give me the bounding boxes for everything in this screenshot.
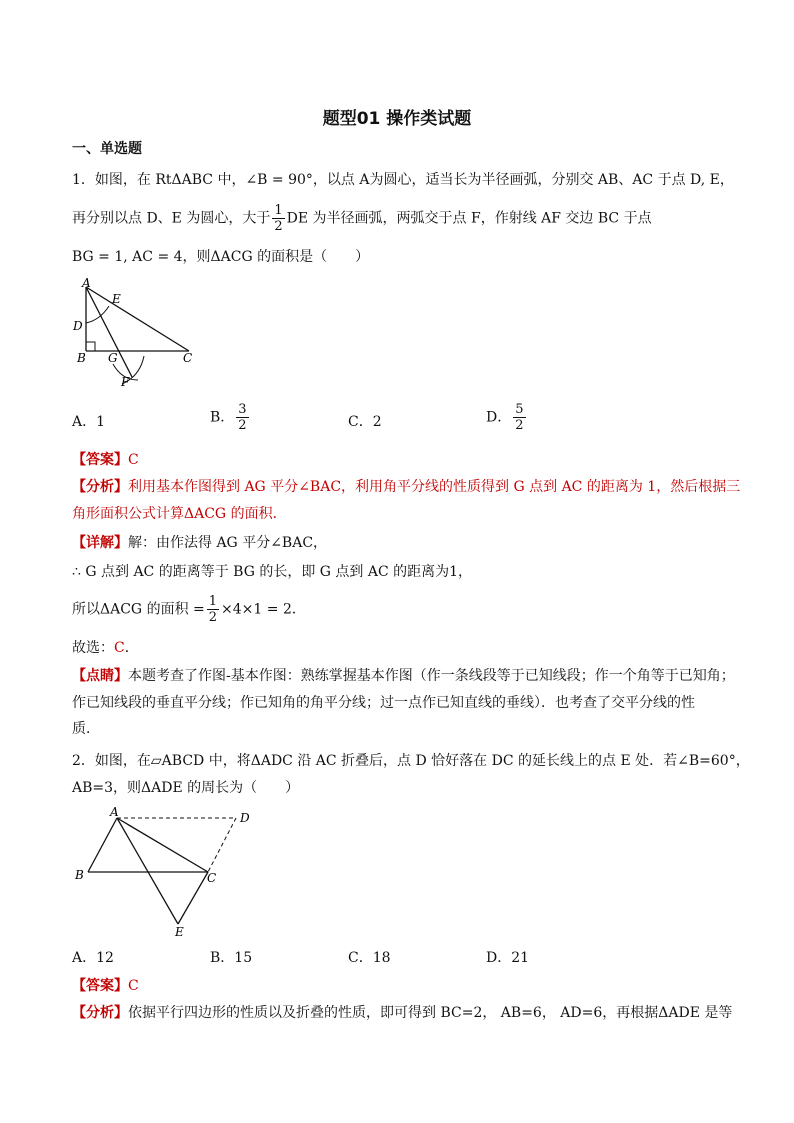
q1-analysis-line2: 角形面积公式计算ΔACG 的面积． <box>72 506 287 522</box>
q1-comment-line2: 作已知线段的垂直平分线；作已知角的角平分线；过一点作已知直线的垂线）．也考查了交平分线的性 <box>72 695 695 711</box>
page-title: 题型01 操作类试题 <box>322 109 472 129</box>
q2-option-b[interactable]: B．15 <box>210 950 253 966</box>
q1-line2-part2: DE 为半径画弧，两弧交于点 F，作射线 AF 交边 BC 于点 <box>286 210 652 227</box>
q2-label-E: E <box>175 925 184 939</box>
q1-comment-line1: 【点睛】本题考查了作图-基本作图：熟练掌握基本作图（作一条线段等于已知线段；作一个角等于已知角； <box>72 668 735 684</box>
q2-answer: 【答案】C <box>72 978 139 994</box>
q2-label-C: C <box>207 871 217 885</box>
q1-label-A: A <box>82 276 91 290</box>
section-heading: 一、单选题 <box>72 141 142 157</box>
q1-fraction: $\frac{1}{2}$ <box>274 203 283 234</box>
q1-label-E: E <box>112 292 121 306</box>
q1-label-G: G <box>108 351 118 365</box>
q2-label-B: B <box>75 868 84 882</box>
q2-option-c[interactable]: C．18 <box>348 950 391 966</box>
q2-label-A: A <box>110 806 119 819</box>
q1-comment-line3: 质． <box>72 721 100 737</box>
q2-analysis-line1: 【分析】依据平行四边形的性质以及折叠的性质，即可得到 BC=2， AB=6， AD=6，再根据ΔADE 是等 <box>72 1005 733 1021</box>
q1-line2-part1: 再分别以点 D、E 为圆心，大于 <box>72 210 271 227</box>
q1-detail-line1: 【详解】解：由作法得 AG 平分∠BAC， <box>72 535 328 551</box>
q1-option-b[interactable]: B． $\frac{3}{2}$ <box>210 402 247 433</box>
q1-figure <box>70 276 210 388</box>
q1-label-D: D <box>73 319 83 333</box>
q1-label-C: C <box>183 351 193 365</box>
q1-choice: 故选：C． <box>72 640 139 656</box>
q1-line2 <box>72 203 652 234</box>
q1-option-a[interactable]: A．1 <box>72 414 106 430</box>
q1-option-c[interactable]: C．2 <box>348 414 382 430</box>
q2-figure <box>70 806 260 940</box>
q1-line1: 1．如图，在 RtΔABC 中，∠B = 90°，以点 A为圆心，适当长为半径画弧，分别交 AB、AC 于点 D, E， <box>72 172 734 188</box>
q2-line1: 2．如图，在▱ABCD 中，将ΔADC 沿 AC 折叠后，点 D 恰好落在 DC 的延长线上的点 E 处．若∠B=60°， <box>72 753 750 769</box>
q2-option-a[interactable]: A．12 <box>72 950 114 966</box>
q2-label-D: D <box>240 811 250 825</box>
q1-analysis-line1: 【分析】利用基本作图得到 AG 平分∠BAC，利用角平分线的性质得到 G 点到 AC 的距离为 1，然后根据三 <box>72 479 741 495</box>
q2-line2: AB=3，则ΔADE 的周长为（ ） <box>72 780 300 796</box>
q2-option-d[interactable]: D．21 <box>486 950 530 966</box>
q1-label-F: F <box>121 375 130 388</box>
q1-option-d[interactable]: D． $\frac{5}{2}$ <box>486 402 524 433</box>
q1-line3: BG = 1, AC = 4，则ΔACG 的面积是（ ） <box>72 249 370 265</box>
q1-answer: 【答案】C <box>72 452 139 468</box>
q1-detail-line3: 所以ΔACG 的面积 = $\frac{1}{2}$ ×4×1 = 2． <box>72 594 306 625</box>
q1-detail-line2: ∴ G 点到 AC 的距离等于 BG 的长，即 G 点到 AC 的距离为1， <box>72 564 473 580</box>
q1-label-B: B <box>77 351 86 365</box>
